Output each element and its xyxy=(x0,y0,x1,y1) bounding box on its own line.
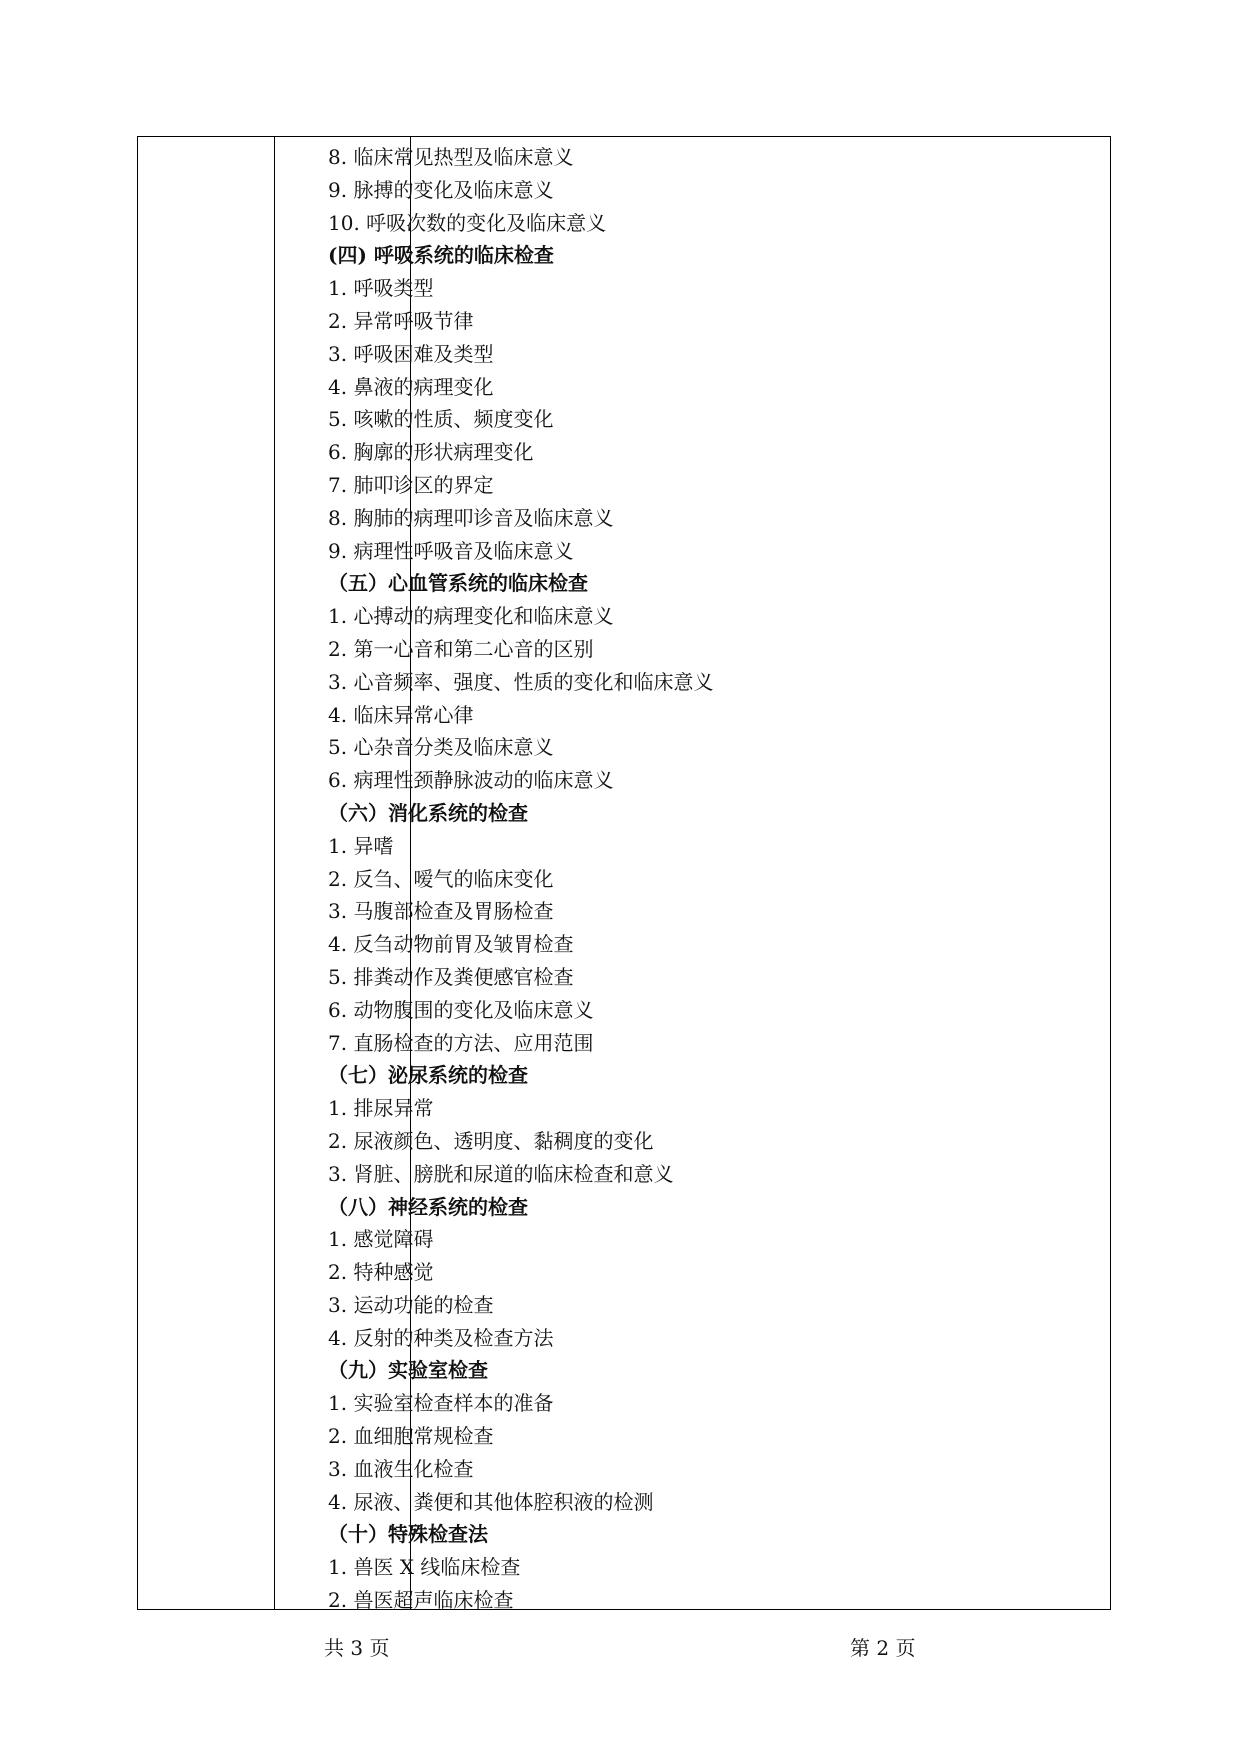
list-item: 3. 心音频率、强度、性质的变化和临床意义 xyxy=(328,669,714,694)
table-content-cell xyxy=(328,141,1100,1617)
list-item: 3. 肾脏、膀胱和尿道的临床检查和意义 xyxy=(328,1161,674,1186)
list-item: 4. 临床异常心律 xyxy=(328,702,474,727)
list-item: 1. 实验室检查样本的准备 xyxy=(328,1391,554,1416)
syllabus-table xyxy=(137,136,1111,1613)
list-item: 8. 临床常见热型及临床意义 xyxy=(328,145,574,169)
list-item: 2. 兽医超声临床检查 xyxy=(328,1588,514,1613)
list-item: 1. 排尿异常 xyxy=(328,1096,434,1121)
list-item: 3. 呼吸困难及类型 xyxy=(328,341,494,366)
list-item: 4. 反刍动物前胃及皱胃检查 xyxy=(328,932,574,957)
list-item: 1. 呼吸类型 xyxy=(328,276,434,301)
section-heading: （九）实验室检查 xyxy=(328,1358,488,1383)
list-item: 4. 鼻液的病理变化 xyxy=(328,374,494,399)
section-heading: （十）特殊检查法 xyxy=(328,1522,488,1547)
list-item: 7. 直肠检查的方法、应用范围 xyxy=(328,1030,594,1055)
list-item: 2. 第一心音和第二心音的区别 xyxy=(328,636,594,661)
list-item: 7. 肺叩诊区的界定 xyxy=(328,472,494,497)
list-item: 1. 异嗜 xyxy=(328,833,394,858)
list-item: 3. 血液生化检查 xyxy=(328,1456,474,1481)
list-item: 8. 胸肺的病理叩诊音及临床意义 xyxy=(328,505,614,530)
list-item: 6. 病理性颈静脉波动的临床意义 xyxy=(328,768,614,793)
section-heading: (四) 呼吸系统的临床检查 xyxy=(328,243,554,268)
list-item: 3. 马腹部检查及胃肠检查 xyxy=(328,899,554,924)
footer-current-page: 第 2 页 xyxy=(850,1636,916,1660)
list-item: 4. 尿液、粪便和其他体腔积液的检测 xyxy=(328,1489,654,1514)
list-item: 4. 反射的种类及检查方法 xyxy=(328,1325,554,1350)
list-item: 1. 感觉障碍 xyxy=(328,1227,434,1252)
section-heading: （五）心血管系统的临床检查 xyxy=(328,571,588,596)
list-item: 2. 血细胞常规检查 xyxy=(328,1424,494,1449)
list-item: 3. 运动功能的检查 xyxy=(328,1292,494,1317)
list-item: 2. 异常呼吸节律 xyxy=(328,308,474,333)
list-item: 1. 兽医 X 线临床检查 xyxy=(328,1555,521,1580)
list-item: 9. 病理性呼吸音及临床意义 xyxy=(328,538,574,563)
list-item: 1. 心搏动的病理变化和临床意义 xyxy=(328,604,614,629)
list-item: 2. 尿液颜色、透明度、黏稠度的变化 xyxy=(328,1128,654,1153)
list-item: 6. 动物腹围的变化及临床意义 xyxy=(328,997,594,1022)
list-item: 2. 反刍、嗳气的临床变化 xyxy=(328,866,554,891)
list-item: 5. 心杂音分类及临床意义 xyxy=(328,735,554,760)
section-heading: （六）消化系统的检查 xyxy=(328,800,528,825)
list-item: 10. 呼吸次数的变化及临床意义 xyxy=(328,210,607,235)
table-column-left xyxy=(138,137,275,1609)
footer-total-pages: 共 3 页 xyxy=(324,1636,390,1660)
list-item: 5. 排粪动作及粪便感官检查 xyxy=(328,964,574,989)
list-item: 6. 胸廓的形状病理变化 xyxy=(328,440,534,465)
section-heading: （七）泌尿系统的检查 xyxy=(328,1063,528,1088)
list-item: 9. 脉搏的变化及临床意义 xyxy=(328,177,554,202)
section-heading: （八）神经系统的检查 xyxy=(328,1194,528,1219)
list-item: 5. 咳嗽的性质、频度变化 xyxy=(328,407,554,432)
list-item: 2. 特种感觉 xyxy=(328,1260,434,1285)
